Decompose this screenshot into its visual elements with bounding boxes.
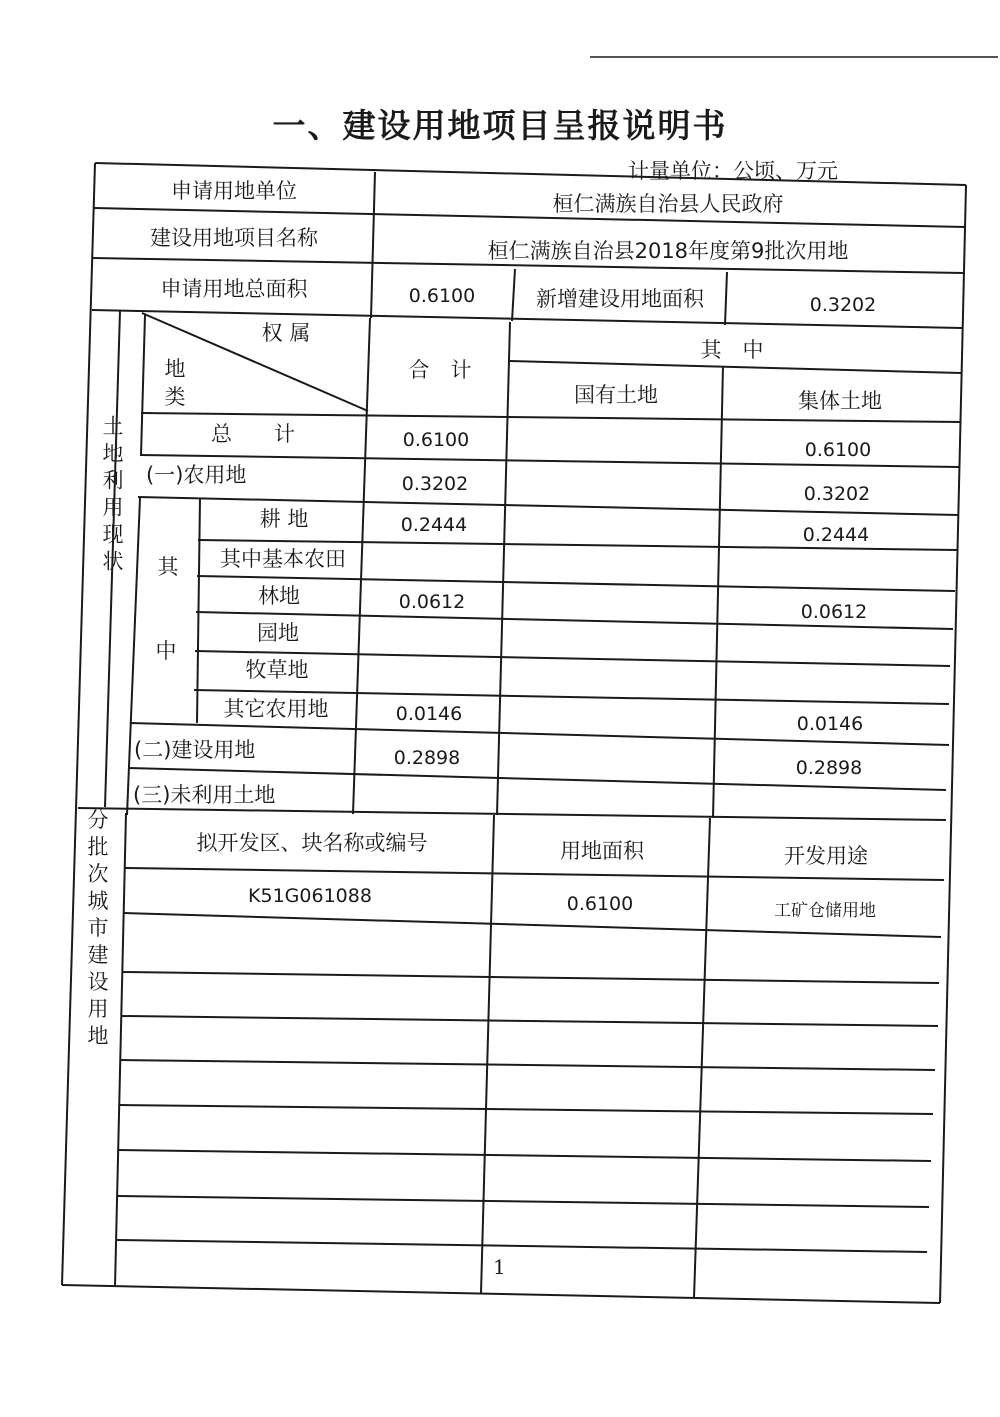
table-row <box>260 507 870 546</box>
total-area-label: 申请用地总面积 <box>160 277 308 301</box>
category-label-1: 地 <box>164 357 186 381</box>
collective-header: 集体土地 <box>798 389 882 413</box>
page-number: 1 <box>493 1255 506 1279</box>
row-total-construction: 0.2898 <box>393 747 461 769</box>
zone-col-header: 拟开发区、块名称或编号 <box>196 831 428 855</box>
table-row <box>220 547 346 571</box>
row-total-total: 0.6100 <box>402 429 470 451</box>
row-total-forest: 0.0612 <box>398 591 466 613</box>
batch-use-value: 工矿仓储用地 <box>774 901 876 921</box>
project-name-value: 桓仁满族自治县2018年度第9批次用地 <box>487 239 849 263</box>
row-label-construction: (二)建设用地 <box>134 738 256 762</box>
row-label-total: 总 计 <box>211 422 295 446</box>
row-label-garden: 园地 <box>257 621 299 645</box>
new-area-label: 新增建设用地面积 <box>536 287 704 311</box>
table-row <box>258 584 867 623</box>
row-label-basic-farmland: 其中基本农田 <box>220 547 346 571</box>
state-owned-header: 国有土地 <box>574 383 658 407</box>
table-row <box>248 885 876 921</box>
row-collective-total: 0.6100 <box>804 439 872 461</box>
batch-zone-value: K51G061088 <box>248 885 372 907</box>
batch-area-value: 0.6100 <box>566 893 634 915</box>
use-col-header: 开发用途 <box>784 844 868 868</box>
page-title: 一、建设用地项目呈报说明书 <box>272 106 728 145</box>
table-row <box>257 621 299 645</box>
row-collective-forest: 0.0612 <box>800 601 868 623</box>
table-border-bottom <box>62 1285 940 1303</box>
row-label-unused: (三)未利用土地 <box>133 783 276 807</box>
row-label-other-agricultural: 其它农用地 <box>223 697 329 721</box>
applicant-label: 申请用地单位 <box>171 179 297 203</box>
of-which-side-1: 其 <box>157 555 179 579</box>
applicant-value: 桓仁满族自治县人民政府 <box>552 192 784 216</box>
project-name-label: 建设用地项目名称 <box>150 226 318 250</box>
unit-label: 计量单位：公顷、万元 <box>628 159 838 183</box>
of-which-side-2: 中 <box>155 639 177 663</box>
table-border-left <box>62 163 95 1285</box>
row-collective-agricultural: 0.3202 <box>803 483 871 505</box>
of-which-header: 其 中 <box>700 338 764 362</box>
row-label-arable: 耕 地 <box>259 507 309 531</box>
table-row <box>224 697 864 735</box>
row-label-pasture: 牧草地 <box>245 658 309 682</box>
row-collective-other-agricultural: 0.0146 <box>796 713 864 735</box>
table-row <box>246 658 309 682</box>
row-total-arable: 0.2444 <box>400 514 468 536</box>
row-total-other-agricultural: 0.0146 <box>395 703 463 725</box>
total-col-header: 合 计 <box>408 358 472 382</box>
row-label-forest: 林地 <box>258 584 300 608</box>
row-collective-construction: 0.2898 <box>795 757 863 779</box>
category-label-2: 类 <box>164 385 186 409</box>
row-label-agricultural: (一)农用地 <box>146 463 247 487</box>
area-col-header: 用地面积 <box>560 839 644 863</box>
row-total-agricultural: 0.3202 <box>401 473 469 495</box>
ownership-label: 权 属 <box>261 321 311 345</box>
land-status-section-label: 土地利用现状 <box>100 415 124 577</box>
new-area-value: 0.3202 <box>809 294 877 316</box>
total-area-value: 0.6100 <box>408 285 476 307</box>
batch-section-label: 分批次城市建设用地 <box>85 808 109 1052</box>
row-collective-arable: 0.2444 <box>802 524 870 546</box>
table-row <box>211 422 871 461</box>
table-row <box>133 783 275 807</box>
